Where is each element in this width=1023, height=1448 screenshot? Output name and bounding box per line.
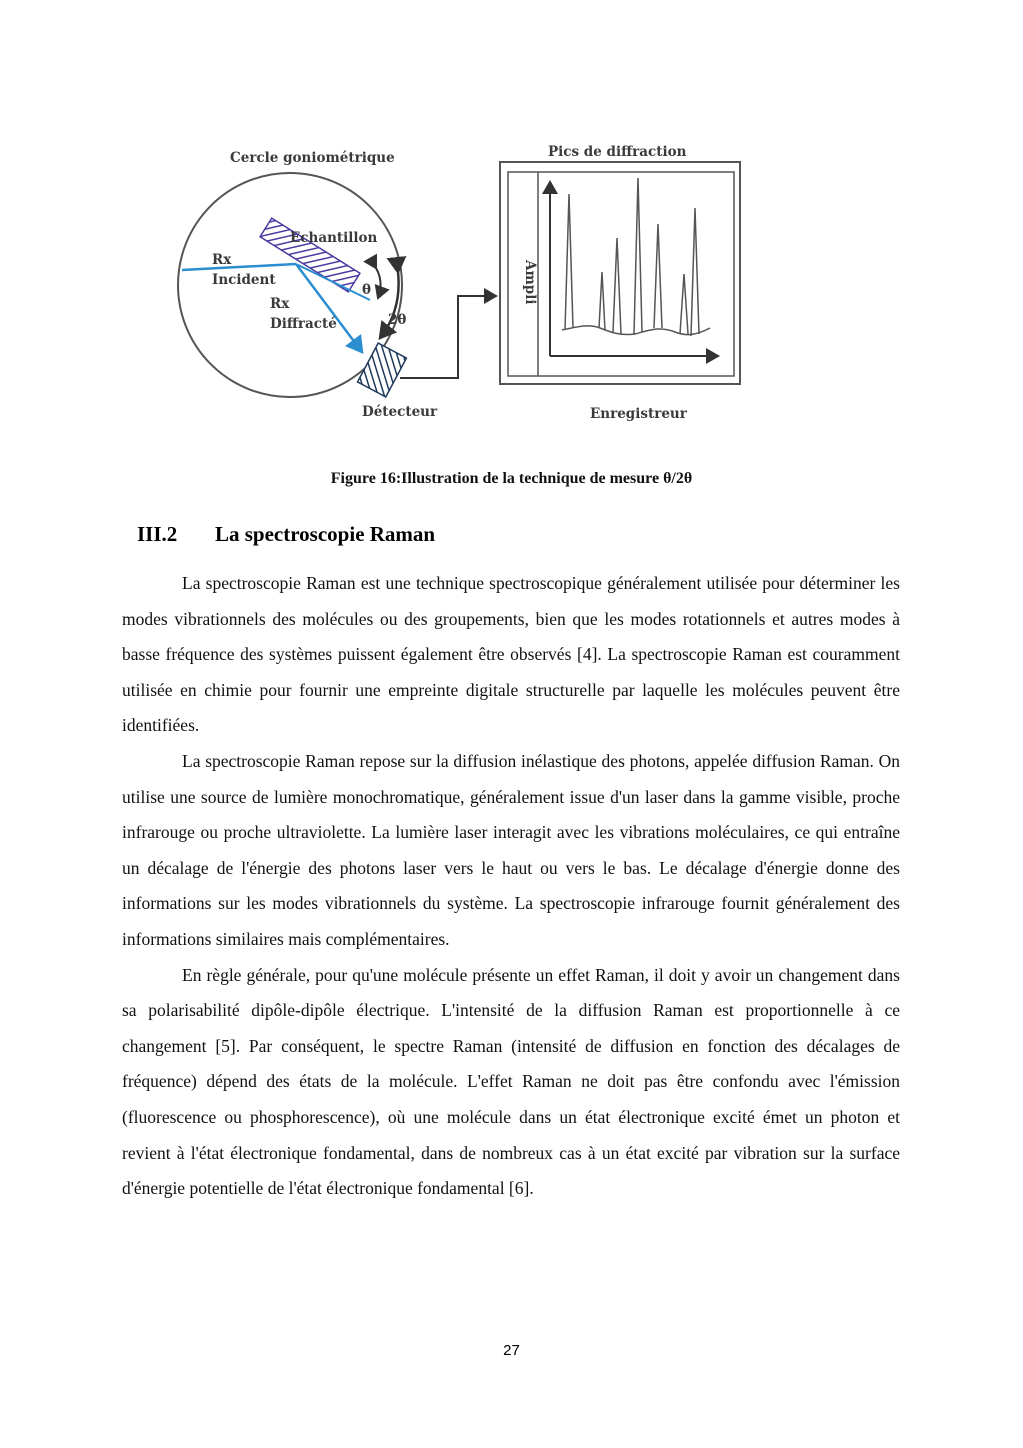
- page-number: 27: [503, 1342, 520, 1359]
- label-amplitude: Ampli: [522, 260, 538, 305]
- label-detector: Détecteur: [362, 404, 438, 420]
- section-title-text: La spectroscopie Raman: [215, 522, 436, 546]
- paragraph: La spectroscopie Raman repose sur la diffusion inélastique des photons, appelée diffusion Raman. On utilise une source de lumière monochromatique, généralement issue d'un laser dans la gamme visible, proche infrarouge ou proche ultraviolette. La lumière laser interagit avec les vibrations moléculaires, ce qui entraîne un décalage de l'énergie des photons laser vers le haut ou vers le bas. Le décalage d'énergie donne des informations sur les modes vibrationnels du système. La spectroscopie infrarouge fournit généralement des informations similaires mais complémentaires.: [122, 750, 900, 949]
- figure-caption: Figure 16:Illustration de la technique de mesure θ/2θ: [330, 470, 693, 487]
- label-sample: Echantillon: [290, 230, 378, 246]
- label-rx-incident-2: Incident: [212, 272, 276, 288]
- label-theta: θ: [362, 282, 372, 298]
- label-rx-diffracted-2: Diffracté: [270, 316, 337, 332]
- two-theta-arc: [380, 272, 399, 338]
- section-heading: [137, 522, 435, 547]
- diffraction-figure: [170, 130, 750, 440]
- label-peaks: Pics de diffraction: [548, 144, 687, 160]
- label-two-theta: 2θ: [388, 312, 407, 328]
- label-rx-incident-1: Rx: [212, 252, 232, 268]
- detector-shape: [358, 343, 407, 397]
- incident-beam: [182, 264, 296, 270]
- paragraph: La spectroscopie Raman est une technique spectroscopique généralement utilisée pour déterminer les modes vibrationnels des molécules ou des groupements, bien que les modes rotationnels et autres modes à basse fréquence des systèmes puissent également être observés [4]. La spectroscopie Raman est couramment utilisée en chimie pour fournir une empreinte digitale structurelle par laquelle les molécules peuvent être identifiées.: [122, 573, 900, 736]
- theta-arc: [376, 268, 381, 298]
- label-circle: Cercle goniométrique: [230, 150, 395, 166]
- label-rx-diffracted-1: Rx: [270, 296, 290, 312]
- paragraph: En règle générale, pour qu'une molécule présente un effet Raman, il doit y avoir un changement dans sa polarisabilité dipôle-dipôle électrique. L'intensité de la diffusion Raman est proportionnelle à ce changement [5]. Par conséquent, le spectre Raman (intensité de diffusion en fonction des décalages de fréquence) dépend des états de la molécule. L'effet Raman ne doit pas être confondu avec l'émission (fluorescence ou phosphorescence), où une molécule dans un état électronique excité émet un photon et revient à l'état électronique fondamental, dans de nombreux cas à un état excité par vibration sur la surface d'énergie potentielle de l'état électronique fondamental [6].: [122, 964, 900, 1199]
- body-text: [122, 566, 900, 1207]
- section-number: III.2: [137, 522, 178, 546]
- theta-2theta-diagram: [170, 130, 750, 440]
- signal-connection: [400, 296, 496, 378]
- label-recorder: Enregistreur: [590, 406, 687, 422]
